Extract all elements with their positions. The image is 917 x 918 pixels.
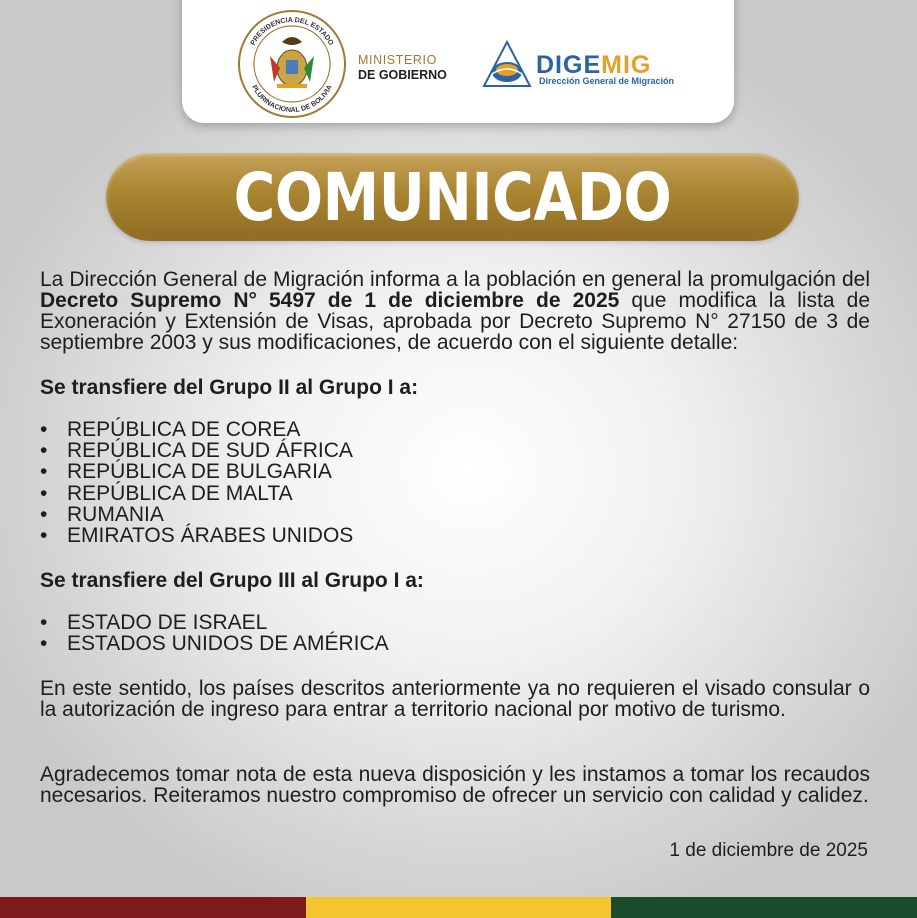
flag-stripe-yellow xyxy=(306,897,611,918)
digemig-emblem-logo xyxy=(482,40,532,90)
group3-heading: Se transfiere del Grupo III al Grupo I a: xyxy=(40,569,424,592)
country-name: REPÚBLICA DE BULGARIA xyxy=(67,460,332,484)
country-name: ESTADOS UNIDOS DE AMÉRICA xyxy=(67,632,389,656)
list-item xyxy=(40,504,353,525)
digemig-subtitle: Dirección General de Migración xyxy=(539,76,675,86)
country-name: ESTADO DE ISRAEL xyxy=(67,611,268,634)
closing-paragraph: Agradecemos tomar nota de esta nueva disposición y les instamos a tomar los recaudos necesarios. Reiteramos nuestro compromiso de ofrecer un servicio con calidad y calidez. xyxy=(40,763,870,807)
list-item xyxy=(40,461,353,482)
intro-paragraph xyxy=(40,269,870,353)
intro-text-after: que modifica la lista de Exoneración y Extensión de Visas, aprobada por Decreto Supremo N° 27150 de 3 de septiembre 2003 y sus modificaciones, de acuerdo con el siguiente detalle: xyxy=(40,289,870,354)
bullet-marker: • xyxy=(40,502,48,526)
header-card xyxy=(182,0,734,123)
list-item xyxy=(40,440,353,461)
title-banner xyxy=(106,153,799,241)
ministry-line1: MINISTERIO xyxy=(358,53,437,67)
ministry-line2: DE GOBIERNO xyxy=(358,68,447,82)
list-item xyxy=(40,612,389,633)
bullet-marker: • xyxy=(40,632,48,656)
group2-heading: Se transfiere del Grupo II al Grupo I a: xyxy=(40,376,419,399)
page-title: COMUNICADO xyxy=(233,159,672,236)
ministry-label xyxy=(358,53,447,83)
country-name: REPÚBLICA DE SUD ÁFRICA xyxy=(67,439,353,463)
digemig-wordmark-part2: MIG xyxy=(601,51,652,79)
group2-country-list xyxy=(40,419,353,546)
bolivia-seal-logo xyxy=(236,8,348,120)
decree-reference: Decreto Supremo N° 5497 de 1 de diciembre de 2025 xyxy=(40,289,620,312)
visa-exemption-paragraph: En este sentido, los países descritos anteriormente ya no requieren el visado consular o la autorización de ingreso para entrar a territorio nacional por motivo de turismo. xyxy=(40,677,870,721)
publication-date: 1 de diciembre de 2025 xyxy=(669,840,868,861)
country-name: EMIRATOS ÁRABES UNIDOS xyxy=(67,523,354,547)
bullet-marker: • xyxy=(40,418,48,441)
bullet-marker: • xyxy=(40,523,48,547)
country-name: RUMANIA xyxy=(67,502,164,526)
group3-country-list xyxy=(40,612,389,654)
country-name: REPÚBLICA DE MALTA xyxy=(67,481,293,505)
list-item xyxy=(40,419,353,440)
svg-text:PLURINACIONAL DE BOLIVIA: PLURINACIONAL DE BOLIVIA xyxy=(250,84,334,115)
country-name: REPÚBLICA DE COREA xyxy=(67,418,301,441)
bullet-marker: • xyxy=(40,460,48,484)
intro-text-before: La Dirección General de Migración informa a la población en general la promulgación del xyxy=(40,268,870,291)
digemig-wordmark-part1: DIGE xyxy=(536,51,602,79)
bullet-marker: • xyxy=(40,481,48,505)
flag-stripe-red xyxy=(0,897,306,918)
flag-stripe-green xyxy=(611,897,917,918)
bullet-marker: • xyxy=(40,439,48,463)
list-item xyxy=(40,483,353,504)
svg-text:PRESIDENCIA DEL ESTADO: PRESIDENCIA DEL ESTADO xyxy=(249,16,335,47)
list-item xyxy=(40,633,389,654)
bullet-marker: • xyxy=(40,611,48,634)
list-item xyxy=(40,525,353,546)
